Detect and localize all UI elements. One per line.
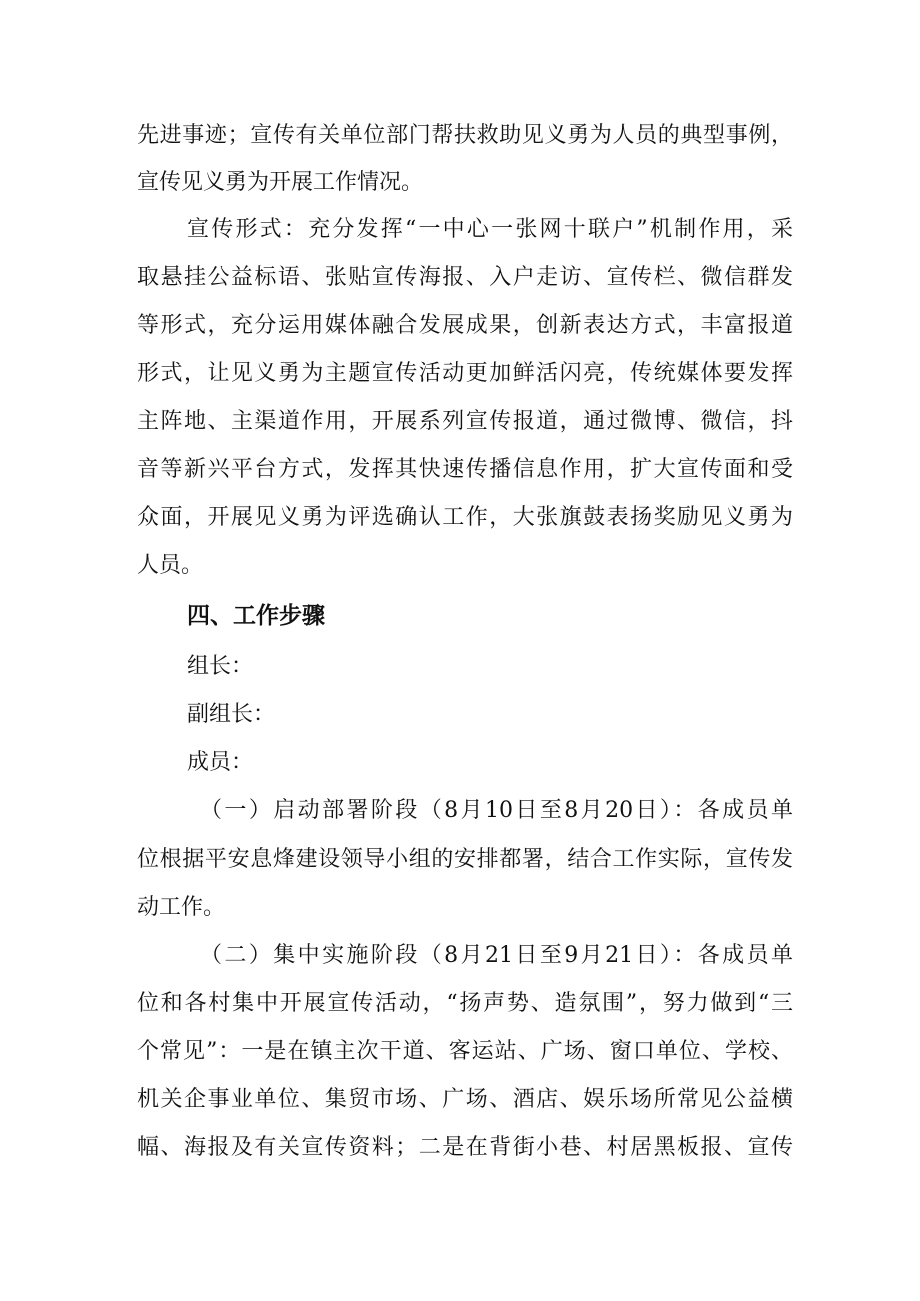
phase2-line: 幅、海报及有关宣传资料；二是在背街小巷、村居黑板报、宣传 [137,1135,793,1160]
paragraph-line: 众面，开展见义勇为评选确认工作，大张旗鼓表扬奖励见义勇为 [137,505,793,530]
paragraph-line: 形式，让见义勇为主题宣传活动更加鲜活闪亮，传统媒体要发挥 [137,361,793,386]
phase2-line: （二）集中实施阶段（8月21日至9月21日）：各成员单 [200,943,793,968]
phase2-line: 机关企事业单位、集贸市场、广场、酒店、娱乐场所常见公益横 [137,1087,793,1112]
paragraph-line: 主阵地、主渠道作用，开展系列宣传报道，通过微博、微信，抖 [137,409,793,434]
paragraph-line: 宣传形式：充分发挥“一中心一张网十联户”机制作用，采 [187,217,793,242]
paragraph-line: 取悬挂公益标语、张贴宣传海报、入户走访、宣传栏、微信群发 [137,265,793,290]
deputy-leader-label: 副组长： [187,702,276,727]
paragraph-line: 先进事迹；宣传有关单位部门帮扶救助见义勇为人员的典型事例， [137,123,793,148]
group-leader-label: 组长： [187,654,254,679]
phase1-line: （一）启动部署阶段（8月10日至8月20日）：各成员单 [200,798,793,823]
paragraph-line: 宣传见义勇为开展工作情况。 [137,170,424,195]
members-label: 成员： [187,750,254,775]
phase2-line: 位和各村集中开展宣传活动，“扬声势、造氛围”，努力做到“三 [137,991,793,1016]
section-heading: 四、工作步骤 [187,603,325,629]
paragraph-line: 音等新兴平台方式，发挥其快速传播信息作用，扩大宣传面和受 [137,457,793,482]
paragraph-line: 人员。 [137,553,204,578]
phase1-line: 位根据平安息烽建设领导小组的安排都署，结合工作实际，宣传发 [137,847,793,872]
phase2-line: 个常见”：一是在镇主次干道、客运站、广场、窗口单位、学校、 [137,1039,793,1064]
phase1-line: 动工作。 [137,895,226,920]
paragraph-line: 等形式，充分运用媒体融合发展成果，创新表达方式，丰富报道 [137,313,793,338]
